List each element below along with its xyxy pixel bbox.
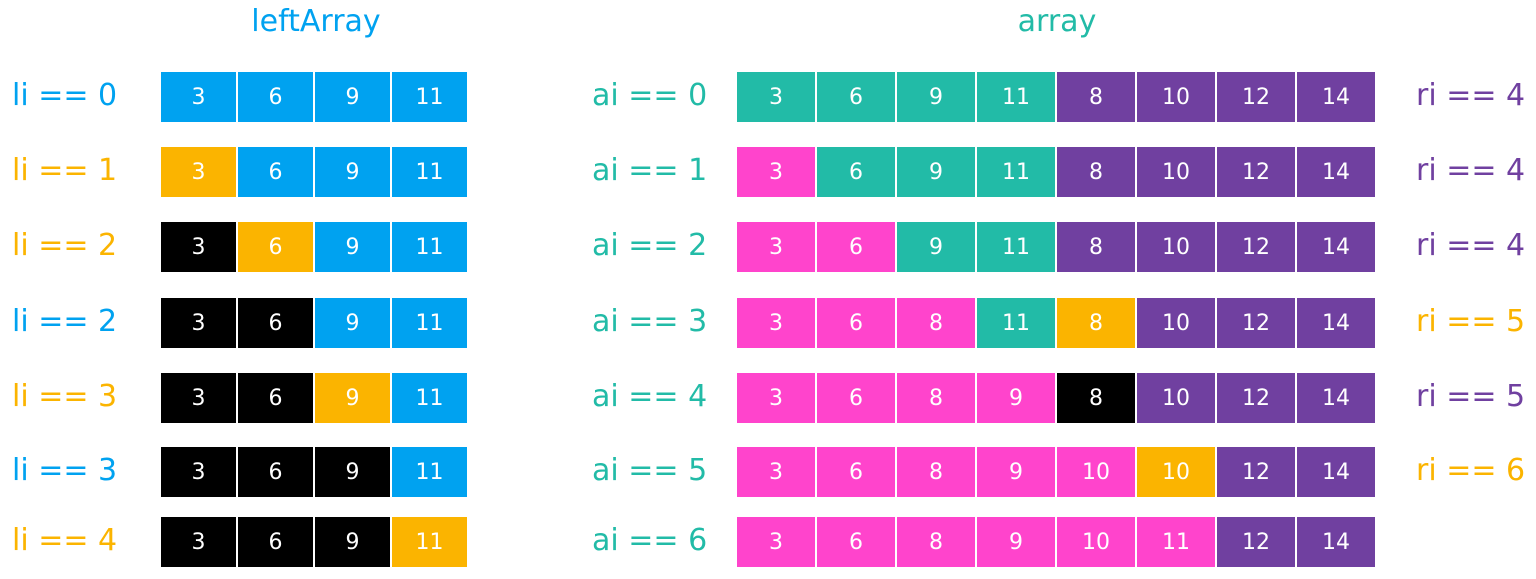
step-row-0 [0, 72, 1536, 122]
array-cell: 8 [897, 447, 977, 497]
array-cell: 8 [1057, 222, 1137, 272]
step-row-4 [0, 373, 1536, 423]
array-cell: 6 [817, 147, 897, 197]
ai-label: ai == 3 [592, 304, 708, 339]
array-cell: 12 [1217, 222, 1297, 272]
array-cell: 8 [1057, 147, 1137, 197]
array-cell: 11 [1137, 517, 1217, 567]
array-cell: 11 [977, 72, 1057, 122]
left-array-title: leftArray [251, 4, 381, 39]
array-cell: 12 [1217, 72, 1297, 122]
left-array-cell: 6 [238, 373, 315, 423]
array-cell: 14 [1297, 298, 1375, 348]
array-cell: 3 [737, 517, 817, 567]
array-cell: 9 [977, 517, 1057, 567]
left-array-cells [161, 147, 467, 197]
array-cell: 9 [897, 72, 977, 122]
ai-label: ai == 5 [592, 453, 708, 488]
array-cell: 12 [1217, 298, 1297, 348]
array-cell: 6 [817, 447, 897, 497]
left-array-cells [161, 298, 467, 348]
array-cell: 3 [737, 447, 817, 497]
left-array-cell: 9 [315, 222, 392, 272]
array-cell: 6 [817, 373, 897, 423]
array-cell: 9 [977, 373, 1057, 423]
ri-label: ri == 6 [1416, 453, 1526, 488]
array-cell: 10 [1137, 298, 1217, 348]
left-array-cell: 9 [315, 373, 392, 423]
left-array-cell: 6 [238, 72, 315, 122]
array-cell: 11 [977, 147, 1057, 197]
array-cell: 9 [897, 147, 977, 197]
left-array-cell: 6 [238, 147, 315, 197]
left-array-cell: 11 [392, 72, 467, 122]
left-array-cells [161, 222, 467, 272]
array-cell: 14 [1297, 517, 1375, 567]
array-cell: 10 [1137, 147, 1217, 197]
array-cell: 6 [817, 222, 897, 272]
left-array-cell: 9 [315, 517, 392, 567]
ri-label: ri == 5 [1416, 379, 1526, 414]
array-cell: 3 [737, 373, 817, 423]
li-label: li == 3 [12, 379, 118, 414]
left-array-cell: 11 [392, 447, 467, 497]
array-cell: 10 [1137, 373, 1217, 423]
left-array-cell: 3 [161, 298, 238, 348]
left-array-cell: 9 [315, 447, 392, 497]
left-array-cell: 11 [392, 147, 467, 197]
array-cell: 8 [897, 517, 977, 567]
li-label: li == 2 [12, 304, 118, 339]
li-label: li == 3 [12, 453, 118, 488]
array-cell: 9 [897, 222, 977, 272]
left-array-cells [161, 447, 467, 497]
left-array-cell: 3 [161, 447, 238, 497]
array-cell: 10 [1057, 517, 1137, 567]
array-cells [737, 298, 1375, 348]
ai-label: ai == 2 [592, 228, 708, 263]
array-cell: 12 [1217, 447, 1297, 497]
array-cell: 3 [737, 147, 817, 197]
left-array-cells [161, 373, 467, 423]
ri-label: ri == 5 [1416, 304, 1526, 339]
array-cells [737, 447, 1375, 497]
array-cell: 6 [817, 72, 897, 122]
array-cell: 12 [1217, 373, 1297, 423]
array-cell: 8 [897, 373, 977, 423]
array-title: array [1017, 4, 1097, 39]
array-cell: 12 [1217, 517, 1297, 567]
left-array-cell: 3 [161, 147, 238, 197]
li-label: li == 4 [12, 523, 118, 558]
li-label: li == 1 [12, 153, 118, 188]
array-cells [737, 373, 1375, 423]
array-cell: 8 [1057, 72, 1137, 122]
ri-label: ri == 4 [1416, 228, 1526, 263]
li-label: li == 0 [12, 78, 118, 113]
array-cell: 10 [1137, 447, 1217, 497]
step-row-5 [0, 447, 1536, 497]
left-array-cell: 6 [238, 298, 315, 348]
left-array-cell: 3 [161, 373, 238, 423]
array-cell: 12 [1217, 147, 1297, 197]
step-row-3 [0, 298, 1536, 348]
array-cell: 8 [1057, 298, 1137, 348]
left-array-cell: 11 [392, 373, 467, 423]
left-array-cell: 6 [238, 517, 315, 567]
ai-label: ai == 1 [592, 153, 708, 188]
left-array-cell: 3 [161, 222, 238, 272]
array-cell: 14 [1297, 447, 1375, 497]
array-cell: 10 [1137, 222, 1217, 272]
array-cell: 11 [977, 222, 1057, 272]
array-cell: 9 [977, 447, 1057, 497]
array-cell: 3 [737, 72, 817, 122]
array-cell: 3 [737, 222, 817, 272]
ri-label: ri == 4 [1416, 78, 1526, 113]
ai-label: ai == 0 [592, 78, 708, 113]
array-cell: 3 [737, 298, 817, 348]
array-cell: 10 [1137, 72, 1217, 122]
array-cells [737, 72, 1375, 122]
array-cell: 14 [1297, 72, 1375, 122]
left-array-cell: 11 [392, 222, 467, 272]
array-cell: 14 [1297, 222, 1375, 272]
step-row-6 [0, 517, 1536, 567]
array-cell: 11 [977, 298, 1057, 348]
array-cell: 8 [897, 298, 977, 348]
array-cell: 14 [1297, 373, 1375, 423]
array-cells [737, 222, 1375, 272]
left-array-cell: 11 [392, 517, 467, 567]
li-label: li == 2 [12, 228, 118, 263]
step-row-1 [0, 147, 1536, 197]
array-cell: 10 [1057, 447, 1137, 497]
left-array-cell: 6 [238, 447, 315, 497]
ri-label: ri == 4 [1416, 153, 1526, 188]
ai-label: ai == 4 [592, 379, 708, 414]
left-array-cells [161, 517, 467, 567]
step-row-2 [0, 222, 1536, 272]
left-array-cells [161, 72, 467, 122]
array-cell: 6 [817, 298, 897, 348]
ai-label: ai == 6 [592, 523, 708, 558]
left-array-cell: 9 [315, 298, 392, 348]
left-array-cell: 9 [315, 147, 392, 197]
array-cells [737, 147, 1375, 197]
left-array-cell: 6 [238, 222, 315, 272]
left-array-cell: 11 [392, 298, 467, 348]
array-cell: 8 [1057, 373, 1137, 423]
array-cells [737, 517, 1375, 567]
array-cell: 6 [817, 517, 897, 567]
left-array-cell: 3 [161, 517, 238, 567]
left-array-cell: 3 [161, 72, 238, 122]
array-cell: 14 [1297, 147, 1375, 197]
left-array-cell: 9 [315, 72, 392, 122]
